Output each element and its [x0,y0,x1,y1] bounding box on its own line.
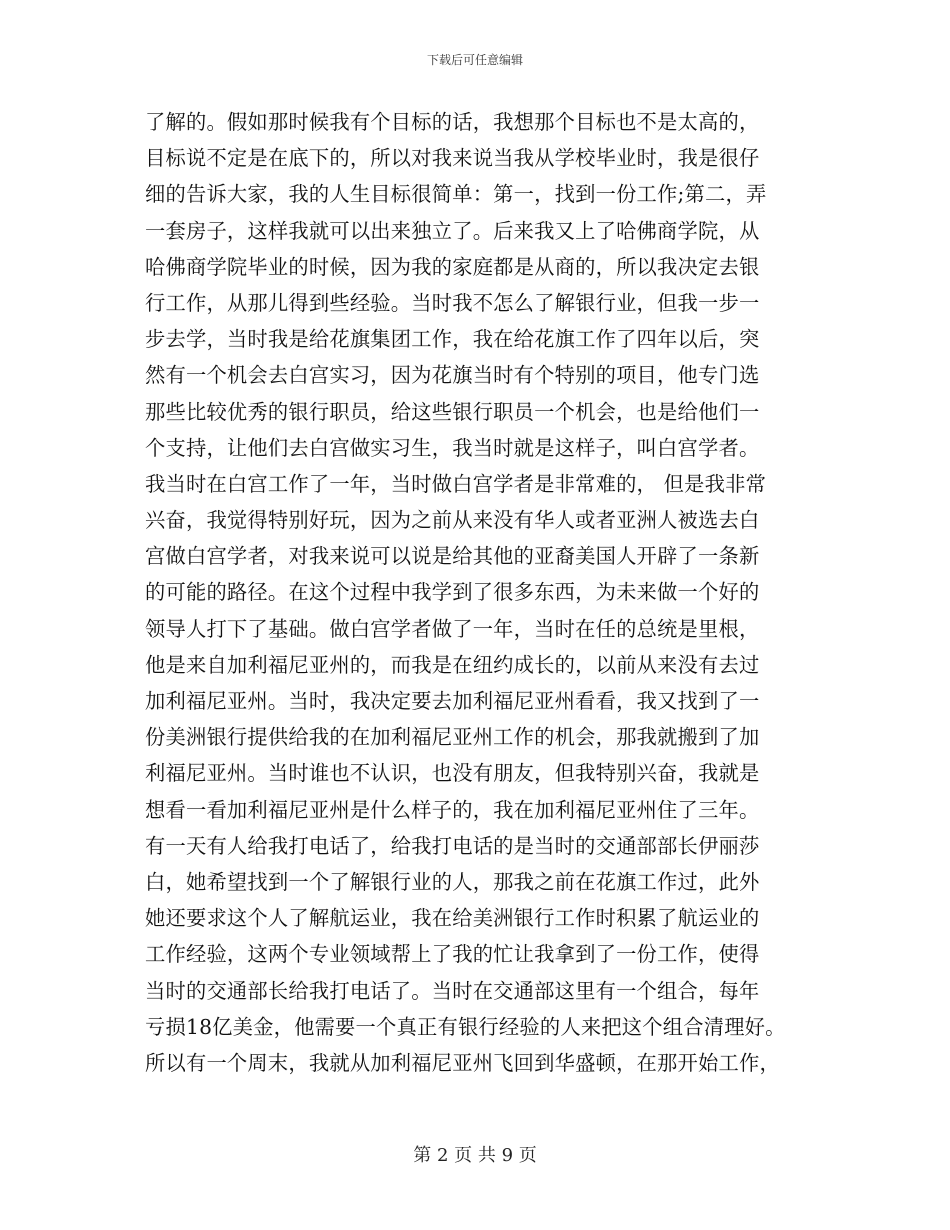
text-line: 份美洲银行提供给我的在加利福尼亚州工作的机会，那我就搬到了加 [145,725,760,750]
text-line: 她还要求这个人了解航运业，我在给美洲银行工作时积累了航运业的 [145,906,760,931]
text-line: 哈佛商学院毕业的时候，因为我的家庭都是从商的，所以我决定去银 [145,254,760,279]
text-line: 所以有一个周末，我就从加利福尼亚州飞回到华盛顿，在那开始工作， [145,1050,780,1075]
text-line: 个支持，让他们去白宫做实习生，我当时就是这样子，叫白宫学者。 [145,435,760,460]
text-line: 领导人打下了基础。做白宫学者做了一年，当时在任的总统是里根， [145,616,760,641]
page-number: 第 2 页 共 9 页 [413,1145,537,1166]
text-line: 加利福尼亚州。当时，我决定要去加利福尼亚州看看，我又找到了一 [145,689,760,713]
body-text [145,104,815,1081]
text-line: 一套房子，这样我就可以出来独立了。后来我又上了哈佛商学院，从 [145,218,760,243]
text-line: 工作经验，这两个专业领域帮上了我的忙让我拿到了一份工作，使得 [145,942,760,967]
text-line: 他是来自加利福尼亚州的，而我是在纽约成长的，以前从来没有去过 [145,652,760,677]
text-line: 行工作，从那儿得到些经验。当时我不怎么了解银行业，但我一步一 [145,290,760,315]
text-line: 目标说不定是在底下的，所以对我来说当我从学校毕业时，我是很仔 [145,146,760,171]
text-line: 那些比较优秀的银行职员，给这些银行职员一个机会，也是给他们一 [145,399,760,424]
text-line: 当时的交通部长给我打电话了。当时在交通部这里有一个组合，每年 [145,978,760,1003]
text-line: 然有一个机会去白宫实习，因为花旗当时有个特别的项目，他专门选 [145,363,760,388]
text-line: 想看一看加利福尼亚州是什么样子的，我在加利福尼亚州住了三年。 [145,797,760,822]
page-header: 下载后可任意编辑 [426,53,523,67]
text-line: 了解的。假如那时候我有个目标的话，我想那个目标也不是太高的， [145,110,760,134]
text-line: 我当时在白宫工作了一年，当时做白宫学者是非常难的， 但是我非常 [145,471,767,496]
text-line: 宫做白宫学者，对我来说可以说是给其他的亚裔美国人开辟了一条新 [145,544,760,569]
text-line: 步去学，当时我是给花旗集团工作，我在给花旗工作了四年以后，突 [145,327,760,352]
text-line: 白，她希望找到一个了解银行业的人，那我之前在花旗工作过，此外 [145,869,760,894]
text-line: 利福尼亚州。当时谁也不认识，也没有朋友，但我特别兴奋，我就是 [145,761,760,786]
text-line: 细的告诉大家，我的人生目标很简单：第一，找到一份工作;第二，弄 [145,182,767,207]
text-line: 的可能的路径。在这个过程中我学到了很多东西，为未来做一个好的 [145,580,760,605]
text-line: 兴奋，我觉得特别好玩，因为之前从来没有华人或者亚洲人被选去白 [145,508,760,533]
text-line: 有一天有人给我打电话了，给我打电话的是当时的交通部部长伊丽莎 [145,833,760,858]
text-line: 亏损18亿美金，他需要一个真正有银行经验的人来把这个组合清理好。 [145,1014,786,1039]
